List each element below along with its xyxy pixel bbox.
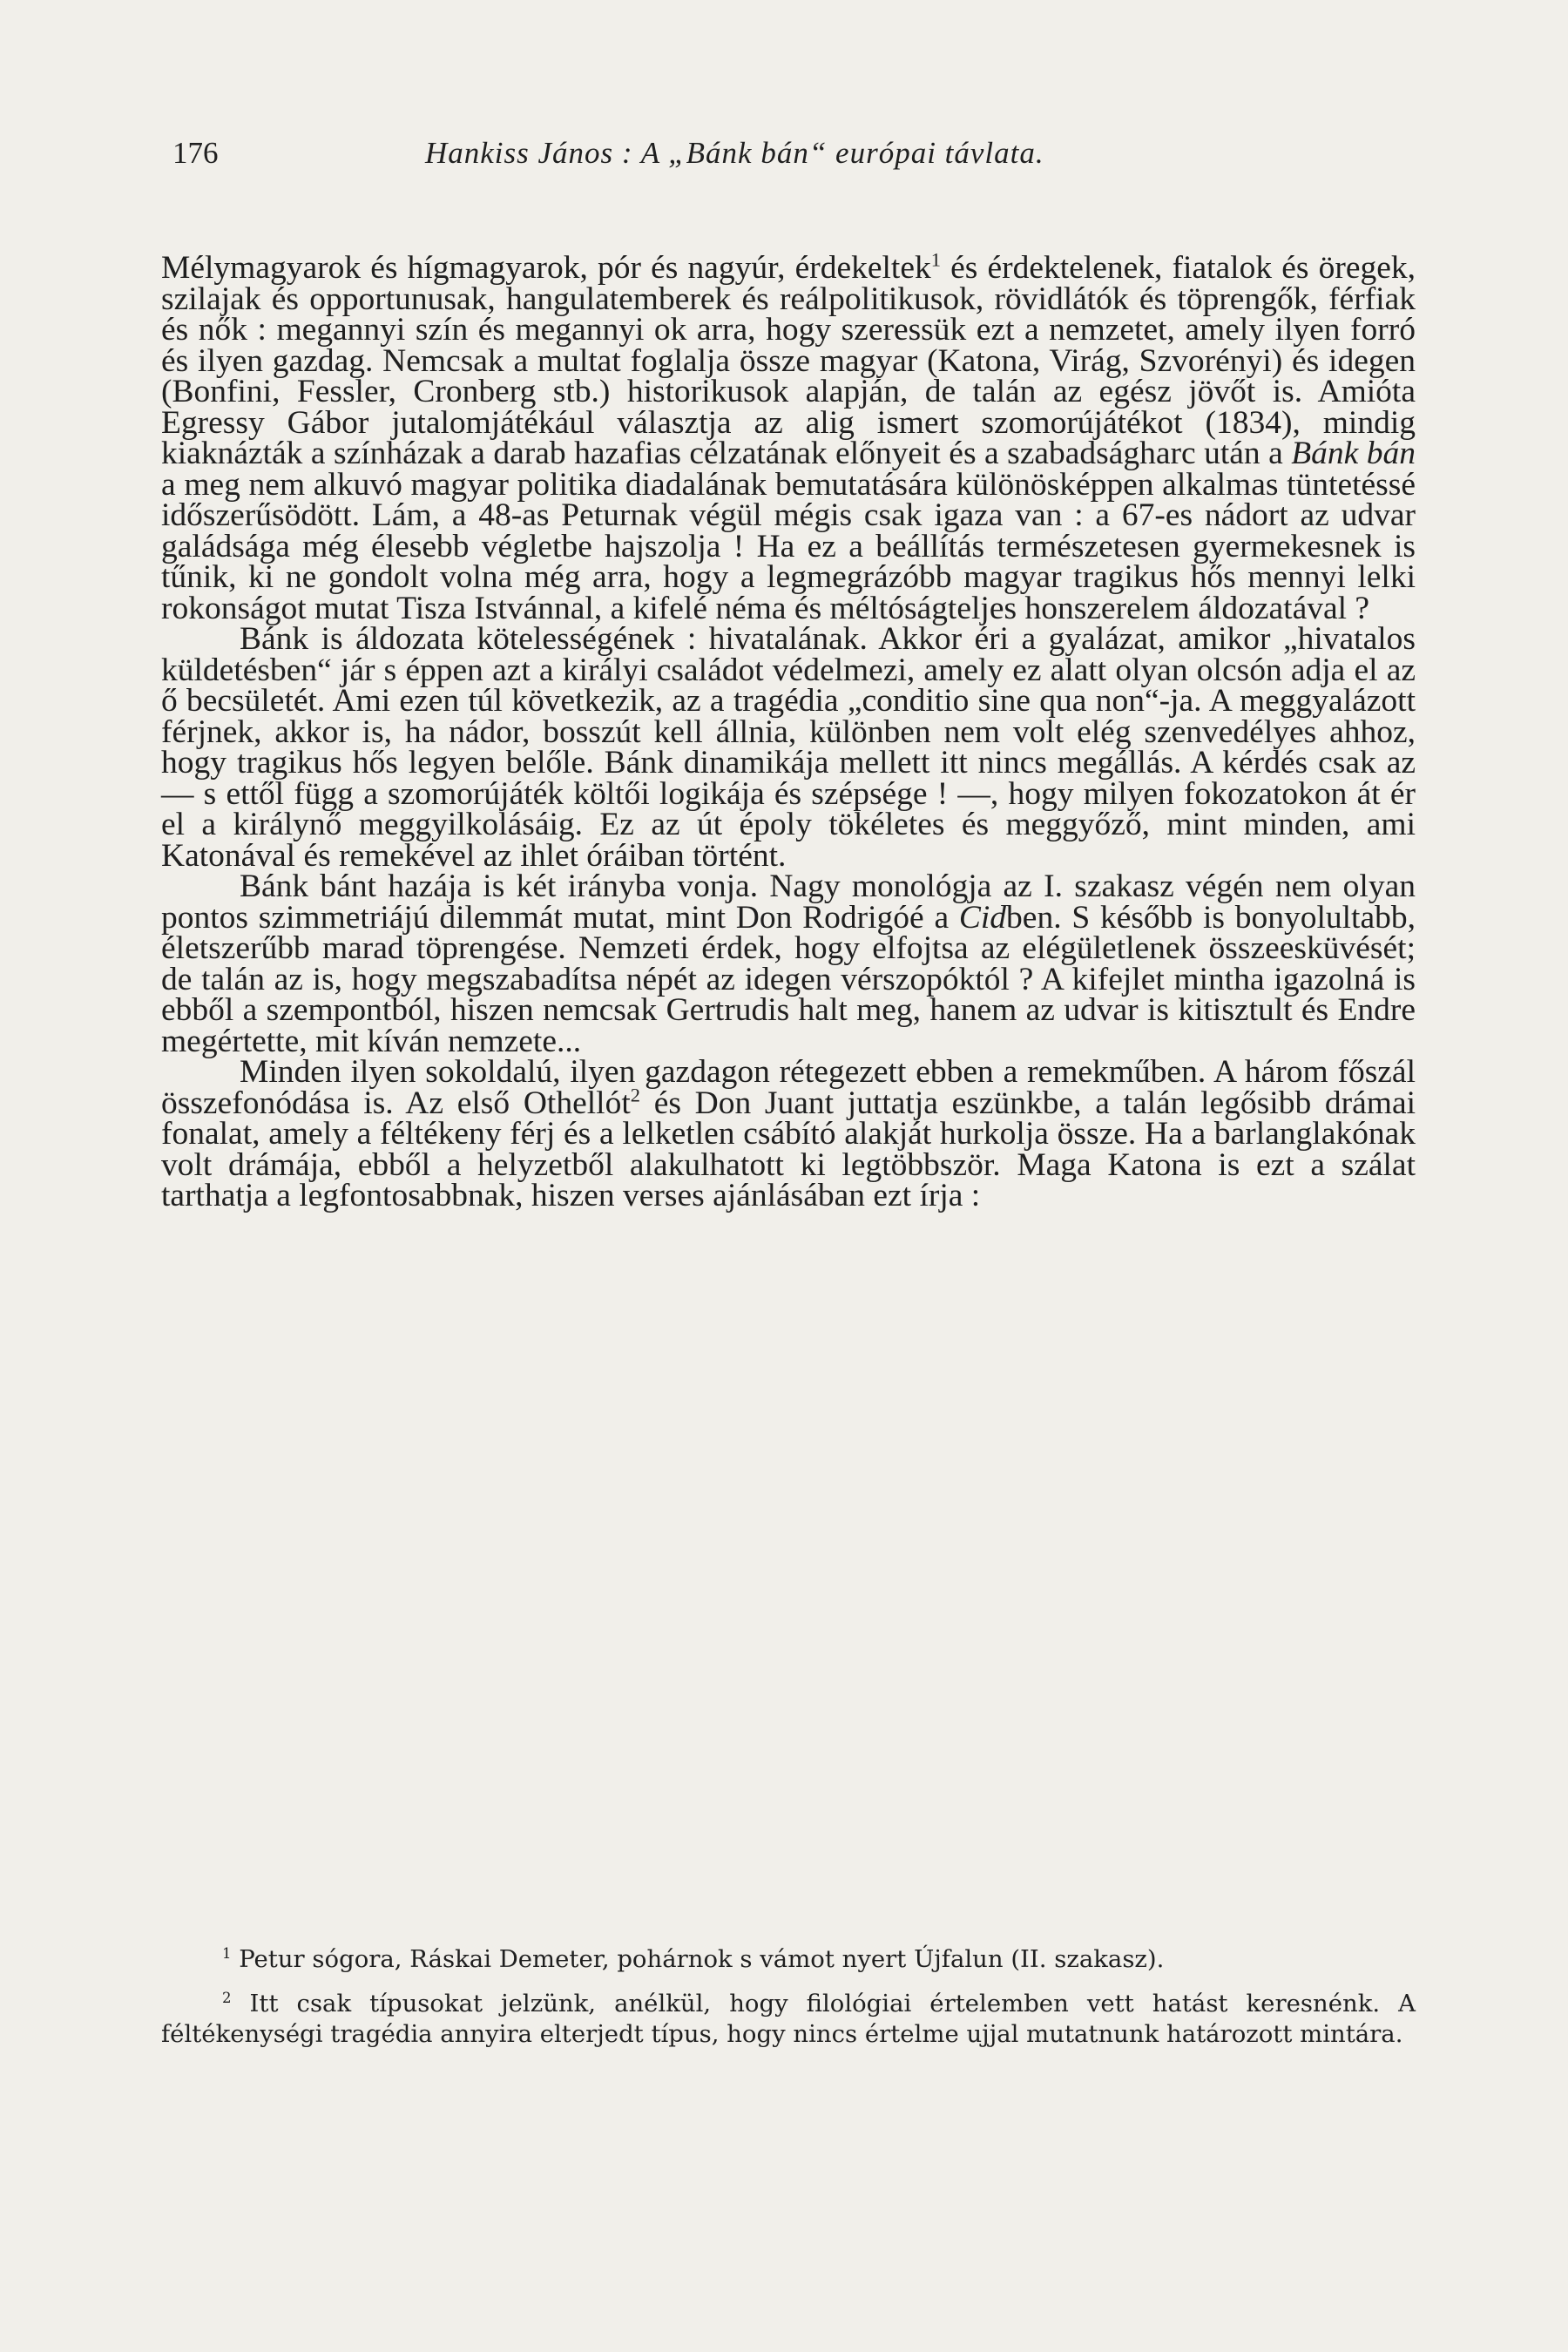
paragraph-text: Mélymagyarok és hígmagyarok, pór és nagyúr, érdekeltek <box>161 250 931 286</box>
paragraph <box>161 1054 1416 1213</box>
footnotes <box>161 1944 1416 2064</box>
paragraph-text: Minden ilyen sokoldalú, ilyen gazdagon rétegezett ebben a remekműben. A három főszál összefonódása is. Az első Othellót <box>161 1054 1416 1121</box>
footnote-ref: 1 <box>930 248 941 271</box>
footnote-text: Itt csak típusokat jelzünk, anélkül, hogy filológiai értelemben vett hatást keresnénk. A féltékenységi tragédia annyira elterjedt típus, hogy nincs értelme ujjal mutatnunk határozott mintára. <box>161 1990 1416 2048</box>
footnote <box>161 1989 1416 2050</box>
paragraph-text: a meg nem alkuvó magyar politika diadalának bemutatására különösképpen alkalmas tüntetéssé időszerűsödött. Lám, a 48-as Peturnak végül mégis csak igaza van : a 67-es nádort az udvar galádsága még élesebb végletbe hajszolja ! Ha ez a beállítás természetesen gyermekesnek is tűnik, ki ne gondolt volna még arra, hogy a legmegrázóbb magyar tragikus hős mennyi lelki rokonságot mutat Tisza Istvánnal, a kifelé néma és méltóságteljes honszerelem áldozatával ? <box>161 466 1416 626</box>
page-header <box>172 136 1409 179</box>
paragraph-text: és érdektelenek, fiatalok és öregek, szilajak és opportunusak, hangulatemberek és reálpolitikusok, rövidlátók és töprengők, férfiak és nők : megannyi szín és megannyi ok arra, hogy szeressük ezt a nemzetet, amely ilyen forró és ilyen gazdag. Nemcsak a multat foglalja össze magyar (Katona, Virág, Szvorényi) és idegen (Bonfini, Fessler, Cronberg stb.) historikusok alapján, de talán az egész jövőt is. Amióta Egressy Gábor jutalomjátékául választja az alig ismert szomorújátékot (1834), mindig kiaknázták a színházak a darab hazafias célzatának előnyeit és a szabadságharc után a <box>161 250 1416 471</box>
footnote-text: Petur sógora, Ráskai Demeter, pohárnok s vámot nyert Újfalun (II. szakasz). <box>231 1945 1165 1973</box>
footnote-mark: 1 <box>222 1944 232 1962</box>
footnote <box>161 1944 1416 1975</box>
paragraph-text: ben. S később is bonyolultabb, életszerűbb marad töprengése. Nemzeti érdek, hogy elfojtsa az elégületlenek összeesküvését; de talán az is, hogy megszabadítsa népét az idegen vérszopóktól ? A kifejlet mintha igazolná is ebből a szempontból, hiszen nemcsak Gertrudis halt meg, hanem az udvar is kitisztult és Endre megértette, mit kíván nemzete... <box>161 899 1416 1059</box>
paragraph <box>161 248 1416 626</box>
italic-title: Cid <box>958 899 1007 936</box>
paragraph <box>161 621 1416 874</box>
footnote-mark: 2 <box>222 1989 232 2006</box>
body-text <box>161 248 1416 1213</box>
running-head: Hankiss János : A „Bánk bán“ európai távlata. <box>425 136 1044 170</box>
footnote-ref: 2 <box>630 1084 640 1105</box>
page-number: 176 <box>172 136 219 170</box>
paragraph-text: és Don Juant juttatja eszünkbe, a talán legősibb drámai fonalat, amely a féltékeny férj és a lelketlen csábító alakját hurkolja össze. Ha a barlanglakónak volt drámája, ebből a helyzetből alakulhatott ki legtöbbször. Maga Katona is ezt a szálat tarthatja a legfontosabbnak, hiszen verses ajánlásában ezt írja : <box>161 1085 1416 1213</box>
paragraph <box>161 868 1416 1059</box>
paragraph-text: Bánk is áldozata kötelességének : hivatalának. Akkor éri a gyalázat, amikor „hivatalos küldetésben“ jár s éppen azt a királyi családot védelmezi, amely ez alatt olyan olcsón adja el az ő becsületét. Ami ezen túl következik, az a tragédia „conditio sine qua non“-ja. A meggyalázott férjnek, akkor is, ha nádor, bosszút kell állnia, különben nem volt elég szenvedélyes ahhoz, hogy tragikus hős legyen belőle. Bánk dinamikája mellett itt nincs megállás. A kérdés csak az — s ettől függ a szomorújáték költői logikája és szépsége ! —, hogy milyen fokozatokon át ér el a királynő meggyilkolásáig. Ez az út époly tökéletes és meggyőző, mint minden, ami Katonával és remekével az ihlet óráiban történt. <box>161 621 1416 874</box>
paragraph-text: Bánk bánt hazája is két irányba vonja. Nagy monológja az I. szakasz végén nem olyan pontos szimmetriájú dilemmát mutat, mint Don Rodrigóé a <box>161 868 1416 936</box>
italic-title: Bánk bán <box>1291 436 1416 471</box>
